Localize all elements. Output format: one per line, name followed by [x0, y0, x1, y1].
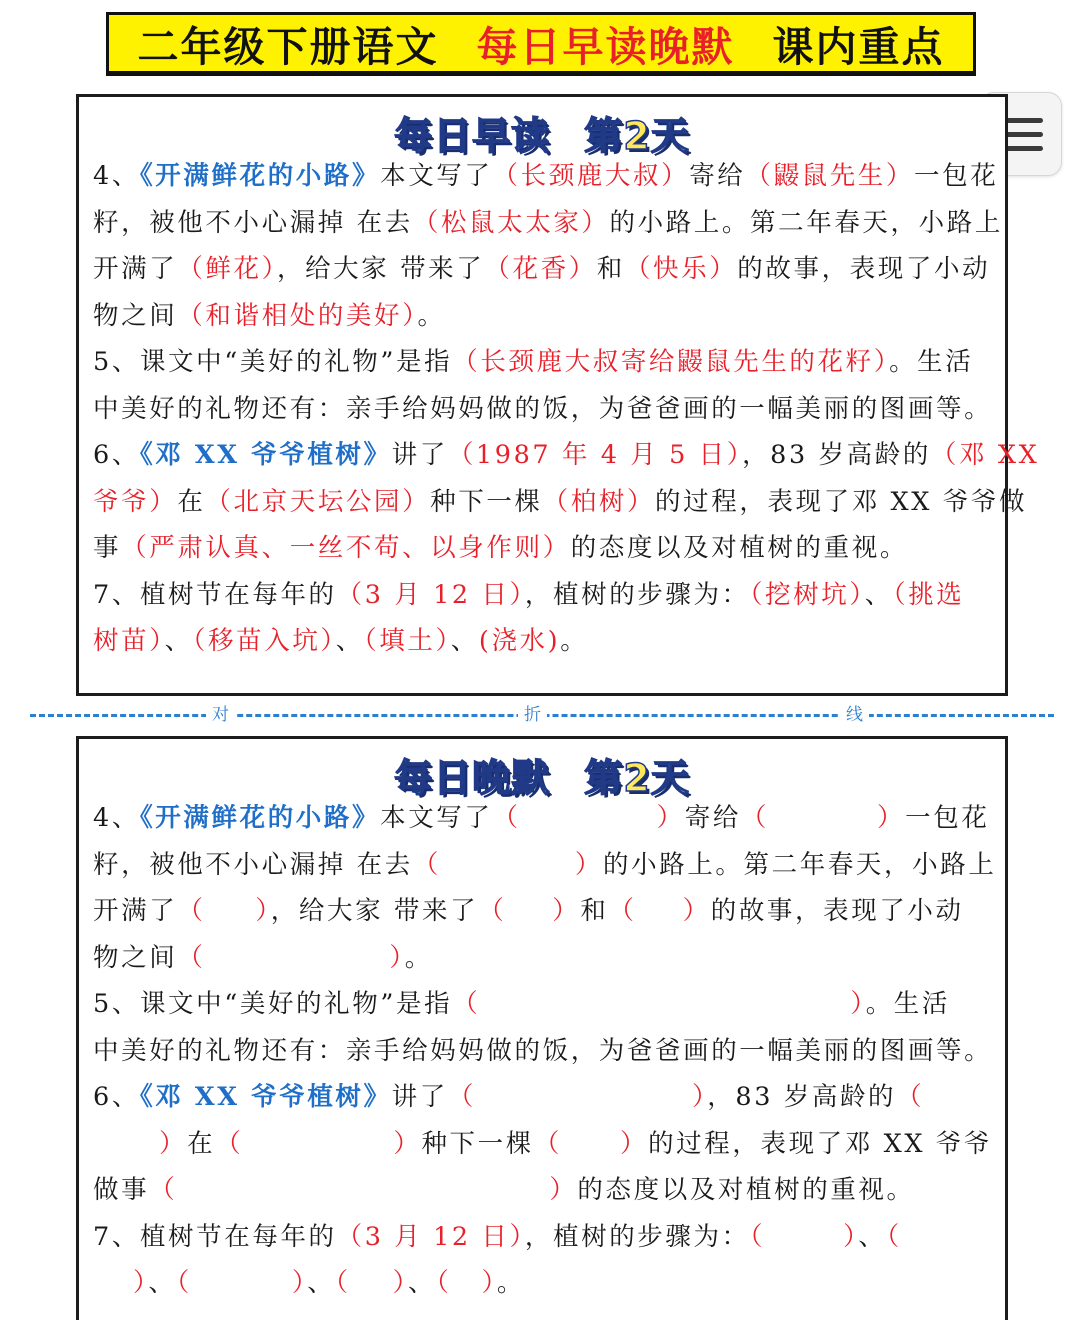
answer: 爷爷） — [93, 486, 178, 517]
title-focus: 课内重点 — [772, 22, 945, 71]
text-line: 开满了（鲜花），给大家 带来了（花香）和（快乐）的故事，表现了小动 — [93, 254, 991, 284]
answer: （挑选 — [892, 579, 965, 610]
text-line: 开满了（ ），给大家 带来了（ ）和（ ）的故事，表现了小动 — [93, 896, 964, 926]
answer: (浇水) — [478, 626, 561, 656]
answer: （快乐） — [624, 254, 738, 284]
text-line: ）、（ ）、（ ）、（ ）。 — [133, 1268, 525, 1298]
answer: （北京天坛公园） — [205, 486, 431, 517]
answer: （3 月 12 日） — [336, 1221, 525, 1252]
text-line: ）在（ ）种下一棵（ ）的过程，表现了邓 XX 爷爷 — [159, 1128, 992, 1159]
answer: （填土） — [363, 626, 451, 656]
blank-close: ） — [656, 803, 685, 833]
answer: （鼹鼠先生） — [745, 161, 915, 191]
answer: （严肃认真、一丝不苟、以身作则） — [121, 533, 571, 563]
lesson-title: 《邓 XX 爷爷植树》 — [139, 440, 392, 470]
text-line: 物之间（和谐相处的美好）。 — [93, 300, 446, 331]
answer: （1987 年 4 月 5 日） — [447, 440, 743, 470]
text-line: 6、《邓 XX 爷爷植树》讲了（ ），83 岁高龄的（ — [93, 1082, 925, 1112]
answer: （移苗入坑） — [192, 626, 336, 656]
answer: （鲜花） — [177, 254, 277, 284]
text-line: 5、课文中“美好的礼物”是指（长颈鹿大叔寄给鼹鼠先生的花籽）。生活 — [93, 347, 974, 377]
text-line: 4、《开满鲜花的小路》本文写了（长颈鹿大叔）寄给（鼹鼠先生）一包花 — [93, 161, 999, 191]
text-line: 7、植树节在每年的（3 月 12 日），植树的步骤为：（ ）、（ — [93, 1221, 902, 1252]
text-line: 中美好的礼物还有：亲手给妈妈做的饭，为爸爸画的一幅美丽的图画等。 — [93, 1035, 993, 1066]
text-line: 做事（ ）的态度以及对植树的重视。 — [93, 1175, 915, 1205]
evening-header — [79, 747, 1005, 802]
evening-dictation-panel — [76, 736, 1008, 1320]
answer: （花香） — [484, 254, 597, 284]
morning-content — [93, 153, 1040, 665]
evening-content — [93, 795, 997, 1307]
text-line: 6、《邓 XX 爷爷植树》讲了（1987 年 4 月 5 日），83 岁高龄的（邓 XX — [93, 440, 1040, 470]
answer: （长颈鹿大叔） — [492, 161, 690, 191]
answer: （和谐相处的美好） — [177, 300, 418, 331]
page-title-banner — [106, 12, 976, 76]
answer: 树苗） — [93, 626, 165, 656]
text-line: 籽，被他不小心漏掉 在去（松鼠太太家）的小路上。第二年春天，小路上 — [93, 207, 1003, 238]
answer: （邓 XX — [930, 440, 1040, 470]
fold-label: 对 — [206, 704, 235, 726]
blank-open: （ — [492, 803, 521, 833]
answer: （松鼠太太家） — [412, 207, 610, 238]
evening-day: 第2天 — [584, 756, 690, 800]
text-line: 7、植树节在每年的（3 月 12 日），植树的步骤为：（挖树坑）、（挑选 — [93, 579, 965, 610]
text-line: 中美好的礼物还有：亲手给妈妈做的饭，为爸爸画的一幅美丽的图画等。 — [93, 393, 993, 424]
answer: （挖树坑） — [749, 579, 865, 610]
fold-label: 折 — [518, 704, 547, 726]
text-line: 爷爷）在（北京天坛公园）种下一棵（柏树）的过程，表现了邓 XX 爷爷做 — [93, 486, 1028, 517]
lesson-title: 《开满鲜花的小路》 — [139, 803, 381, 833]
answer: （3 月 12 日） — [336, 579, 525, 610]
evening-label: 每日晚默 — [394, 756, 551, 800]
lesson-title: 《开满鲜花的小路》 — [139, 161, 381, 191]
text-line: 树苗）、（移苗入坑）、（填土）、(浇水)。 — [93, 626, 589, 656]
text-line: 事（严肃认真、一丝不苟、以身作则）的态度以及对植树的重视。 — [93, 533, 908, 563]
lesson-title: 《邓 XX 爷爷植树》 — [139, 1082, 392, 1112]
title-grade: 二年级下册语文 — [137, 22, 439, 71]
text-line: 4、《开满鲜花的小路》本文写了（ ）寄给（ ）一包花 — [93, 803, 990, 833]
text-line: 5、课文中“美好的礼物”是指（ ）。生活 — [93, 989, 950, 1019]
fold-line — [30, 704, 1054, 726]
text-line: 物之间（ ）。 — [93, 942, 433, 973]
morning-day: 第2天 — [584, 114, 690, 158]
fold-label: 线 — [840, 704, 869, 726]
text-line: 籽，被他不小心漏掉 在去（ ）的小路上。第二年春天，小路上 — [93, 849, 997, 880]
morning-label: 每日早读 — [394, 114, 551, 158]
morning-reading-panel — [76, 94, 1040, 696]
title-routine: 每日早读晚默 — [476, 22, 735, 71]
answer: （长颈鹿大叔寄给鼹鼠先生的花籽） — [452, 347, 890, 377]
answer: （柏树） — [542, 486, 656, 517]
morning-header — [79, 105, 1005, 160]
